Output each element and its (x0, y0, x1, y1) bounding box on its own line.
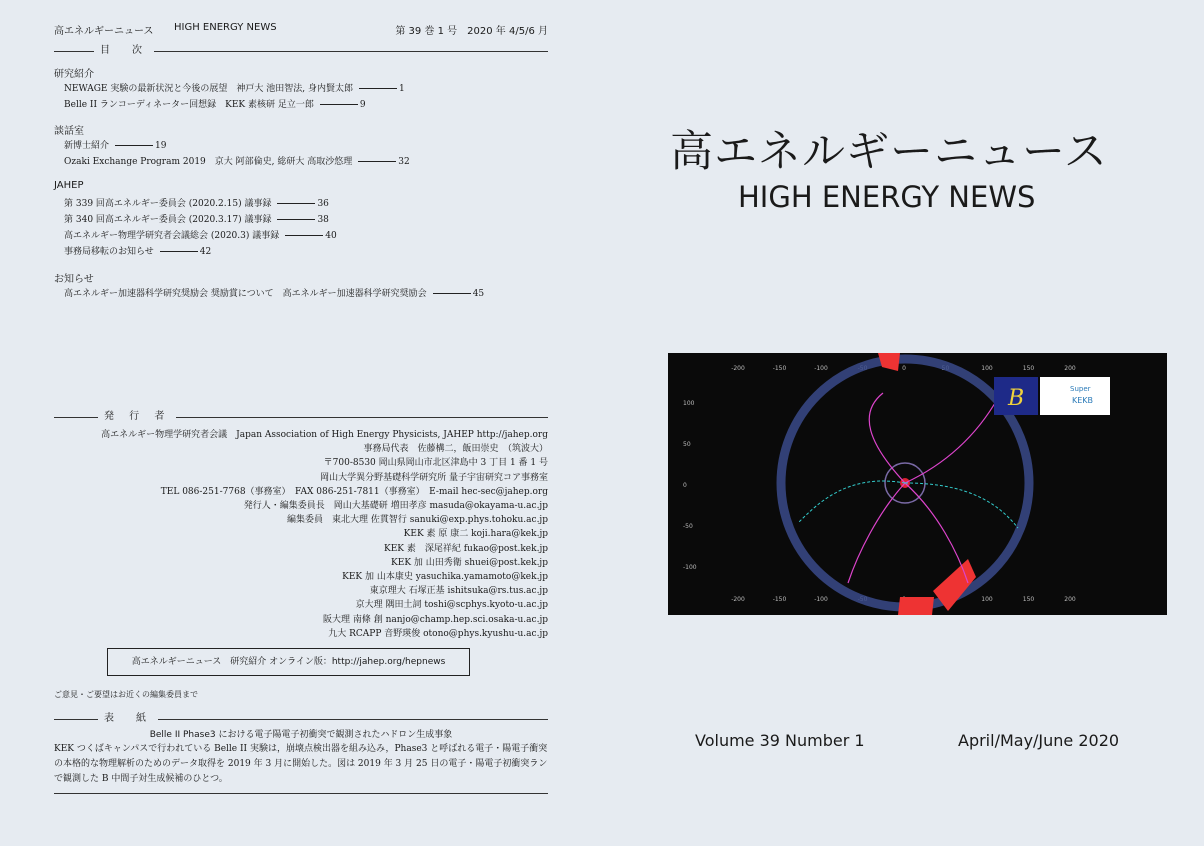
event-x-tick: 150 (1022, 596, 1035, 603)
cover-date: April/May/June 2020 (958, 731, 1120, 750)
publisher-line: 阪大理 南條 創 nanjo@champ.hep.sci.osaka-u.ac.jp (323, 614, 548, 625)
feedback-note: ご意見・ご要望はお近くの編集委員まで (54, 690, 198, 699)
event-x-tick: -100 (814, 365, 828, 372)
publisher-line: KEK 加 山本康史 yasuchika.yamamoto@kek.jp (342, 572, 548, 582)
publisher-line: 京大理 隅田土詞 toshi@scphys.kyoto-u.ac.jp (355, 600, 548, 611)
cover-volume: Volume 39 Number 1 (695, 731, 865, 750)
event-x-tick: -200 (731, 365, 745, 372)
toc-item: Ozaki Exchange Program 2019 京大 阿部倫史, 総研大 高取沙悠理 32 (64, 157, 410, 167)
event-x-tick: 50 (941, 365, 950, 372)
event-y-tick: -100 (683, 564, 697, 571)
cover-title-jp: 高エネルギーニュース (670, 127, 1108, 177)
publisher-heading: 発 行 者 (54, 410, 548, 424)
event-x-tick: 100 (981, 365, 993, 372)
divider (54, 793, 548, 794)
publisher-line: 発行人・編集委員長 岡山大基礎研 増田孝彦 masuda@okayama-u.ac.jp (243, 501, 548, 511)
publisher-line: KEK 素 原 康二 koji.hara@kek.jp (403, 529, 548, 540)
event-y-tick: 100 (683, 400, 695, 407)
cover-title-en: HIGH ENERGY NEWS (738, 180, 1036, 214)
event-display-svg (668, 353, 1167, 615)
toc-item: 高エネルギー加速器科学研究奨励会 奨励賞について 高エネルギー加速器科学研究奨励会 45 (64, 289, 485, 299)
publisher-line: 岡山大学異分野基礎科学研究所 量子宇宙研究コア事務室 (320, 472, 548, 483)
svg-text:KEKB: KEKB (1072, 396, 1094, 405)
header-jp: 高エネルギーニュース (54, 26, 154, 37)
event-x-tick: 0 (902, 365, 906, 372)
publisher-line: KEK 素 深尾祥紀 fukao@post.kek.jp (383, 543, 548, 554)
toc-item: 新博士紹介 19 (64, 141, 167, 151)
cover-caption-body: KEK つくばキャンパスで行われている Belle II 実験は，崩壊点検出器を組み込み，Phase3 と呼ばれる電子・陽電子衝突の本格的な物理解析のためのデータ取得を 2019 年 3 月に開始した。図は 2019 年 3 月 25 日の電子・陽電子初衝突ランで観測した B 中間子対生成候補のひとつ。 (54, 744, 548, 784)
toc-item: NEWAGE 実験の最新状況と今後の展望 神戸大 池田智法, 身内賢太郎 1 (64, 84, 405, 94)
toc-item: 高エネルギー物理学研究者会議総会 (2020.3) 議事録 40 (64, 231, 337, 241)
publisher-line: 九大 RCAPP 音野瑛俊 otono@phys.kyushu-u.ac.jp (328, 628, 548, 639)
online-edition-box: 高エネルギーニュース 研究紹介 オンライン版：http://jahep.org/hepnews (107, 648, 470, 676)
svg-text:Super: Super (1070, 385, 1091, 393)
event-display-image (668, 353, 1167, 615)
event-x-tick: -100 (814, 596, 828, 603)
event-x-tick: -200 (731, 596, 745, 603)
event-x-tick: 200 (1064, 596, 1076, 603)
event-x-tick: -50 (857, 365, 868, 372)
toc-item: 第 339 回高エネルギー委員会 (2020.2.15) 議事録 36 (64, 199, 329, 209)
header-en: HIGH ENERGY NEWS (174, 22, 277, 33)
toc-heading: 目 次 (54, 44, 548, 58)
publisher-line: 高エネルギー物理学研究者会議 Japan Association of High Energy Physicists, JAHEP http://jahep.org (101, 430, 548, 440)
cover-heading: 表 紙 (54, 712, 548, 726)
event-x-tick: 200 (1064, 365, 1076, 372)
publisher-line: 東京理大 石塚正基 ishitsuka@rs.tus.ac.jp (369, 586, 548, 597)
publisher-line: 〒700-8530 岡山県岡山市北区津島中 3 丁目 1 番 1 号 (323, 458, 548, 469)
publisher-line: TEL 086-251-7768（事務室） FAX 086-251-7811（事務室） E-mail hec-sec@jahep.org (160, 486, 548, 497)
event-x-tick: 150 (1022, 365, 1035, 372)
left-page (54, 0, 548, 846)
toc-section-title: JAHEP (54, 180, 84, 191)
event-x-tick: -150 (772, 365, 787, 372)
toc-section-title: お知らせ (54, 274, 94, 285)
event-y-tick: -50 (683, 523, 693, 530)
cover-caption-title: Belle II Phase3 における電子陽電子初衝突で観測されたハドロン生成事象 (149, 730, 453, 740)
toc-item: 事務局移転のお知らせ 42 (64, 247, 212, 257)
publisher-line: 事務局代表 佐藤構二，飯田崇史 （筑波大） (363, 444, 548, 455)
toc-section-title: 研究紹介 (54, 69, 94, 80)
event-y-tick: 0 (683, 482, 687, 489)
event-y-tick: 50 (683, 441, 691, 448)
header-volume: 第 39 巻 1 号 2020 年 4/5/6 月 (395, 26, 548, 37)
toc-section-title: 談話室 (54, 126, 84, 137)
event-x-tick: 100 (981, 596, 993, 603)
event-x-tick: -50 (857, 596, 868, 603)
belle-logo-text: B (1008, 386, 1025, 411)
publisher-line: KEK 加 山田秀衛 shuei@post.kek.jp (391, 557, 548, 568)
publisher-line: 編集委員 東北大理 佐貫智行 sanuki@exp.phys.tohoku.ac.jp (287, 515, 548, 526)
toc-item: Belle II ランコーディネーター回想録 KEK 素核研 足立一郎 9 (64, 100, 366, 110)
event-x-tick: -150 (772, 596, 787, 603)
toc-item: 第 340 回高エネルギー委員会 (2020.3.17) 議事録 38 (64, 215, 329, 225)
